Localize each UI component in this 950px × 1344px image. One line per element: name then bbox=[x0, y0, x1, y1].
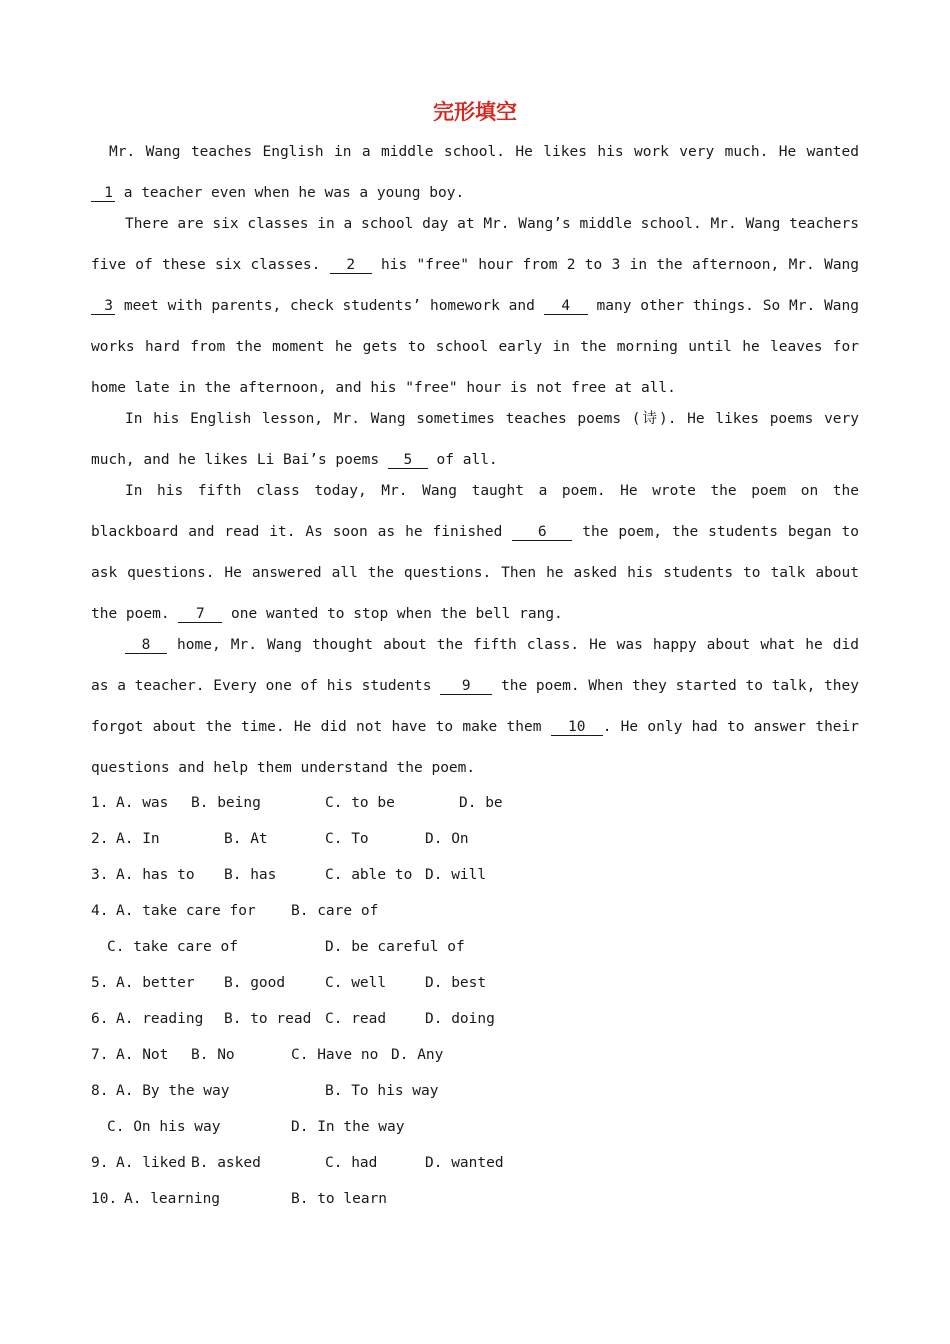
question-number: 7. bbox=[91, 1047, 109, 1063]
option-b: B. To his way bbox=[325, 1083, 439, 1099]
option-a: A. reading bbox=[116, 1011, 204, 1027]
question-number: 5. bbox=[91, 975, 109, 991]
passage-paragraph-5: 8 home, Mr. Wang thought about the fifth class. He was happy about what he did as a teacher. Every one of his students 9 the poem. When they started to talk, they forgot about the time. He did not have to make them 10 . He only had to answer their questions and help them understand the poem. bbox=[91, 637, 859, 776]
question-5 bbox=[91, 965, 859, 1001]
option-d: D. In the way bbox=[291, 1119, 405, 1135]
question-number: 8. bbox=[91, 1083, 109, 1099]
option-d: D. best bbox=[425, 975, 487, 991]
option-b: B. care of bbox=[291, 903, 379, 919]
option-c: C. had bbox=[325, 1155, 378, 1171]
cloze-passage bbox=[91, 132, 859, 789]
passage-paragraph-4: In his fifth class today, Mr. Wang taught a poem. He wrote the poem on the blackboard and read it. As soon as he finished 6 the poem, the students began to ask questions. He answered all the questions. Then he asked his students to talk about the poem. 7 one wanted to stop when the bell rang. bbox=[91, 483, 859, 622]
question-6 bbox=[91, 1001, 859, 1037]
question-number: 6. bbox=[91, 1011, 109, 1027]
question-7 bbox=[91, 1037, 859, 1073]
option-d: D. Any bbox=[391, 1047, 444, 1063]
option-c: C. well bbox=[325, 975, 387, 991]
blank-9: 9 bbox=[440, 678, 492, 695]
blank-1: 1 bbox=[91, 185, 115, 202]
question-number: 2. bbox=[91, 831, 109, 847]
passage-paragraph-1: Mr. Wang teaches English in a middle school. He likes his work very much. He wanted 1 a teacher even when he was a young boy. bbox=[91, 132, 859, 214]
question-8-continued bbox=[91, 1109, 859, 1145]
document-page bbox=[91, 96, 859, 1217]
option-b: B. being bbox=[191, 795, 261, 811]
blank-8: 8 bbox=[125, 637, 167, 654]
option-d: D. be bbox=[459, 795, 503, 811]
option-a: A. liked bbox=[116, 1155, 186, 1171]
option-c: C. read bbox=[325, 1011, 387, 1027]
option-a: A. Not bbox=[116, 1047, 169, 1063]
question-number: 3. bbox=[91, 867, 109, 883]
option-a: A. better bbox=[116, 975, 195, 991]
option-b: B. At bbox=[224, 831, 268, 847]
option-b: B. to learn bbox=[291, 1191, 388, 1207]
question-3 bbox=[91, 857, 859, 893]
passage-paragraph-2: There are six classes in a school day at Mr. Wang’s middle school. Mr. Wang teachers five of these six classes. 2 his "free" hour from 2 to 3 in the afternoon, Mr. Wang 3 meet with parents, check students’ homework and 4 many other things. So Mr. Wang works hard from the moment he gets to school early in the morning until he leaves for home late in the afternoon, and his "free" hour is not free at all. bbox=[91, 216, 860, 396]
option-b: B. good bbox=[224, 975, 286, 991]
blank-5: 5 bbox=[388, 452, 428, 469]
blank-3: 3 bbox=[91, 298, 115, 315]
question-number: 10. bbox=[91, 1191, 118, 1207]
option-d: D. be careful of bbox=[325, 939, 465, 955]
blank-2: 2 bbox=[330, 257, 372, 274]
question-list bbox=[91, 785, 859, 1217]
option-b: B. asked bbox=[191, 1155, 261, 1171]
option-c: C. to be bbox=[325, 795, 395, 811]
option-a: A. By the way bbox=[116, 1083, 230, 1099]
option-c: C. take care of bbox=[107, 939, 238, 955]
option-c: C. Have no bbox=[291, 1047, 379, 1063]
question-number: 9. bbox=[91, 1155, 109, 1171]
option-a: A. learning bbox=[124, 1191, 221, 1207]
option-c: C. On his way bbox=[107, 1119, 221, 1135]
option-d: D. wanted bbox=[425, 1155, 504, 1171]
question-4-continued bbox=[91, 929, 859, 965]
passage-paragraph-3: In his English lesson, Mr. Wang sometimes teaches poems (诗). He likes poems very much, and he likes Li Bai’s poems 5 of all. bbox=[91, 411, 859, 468]
page-title: 完形填空 bbox=[433, 100, 517, 124]
question-number: 1. bbox=[91, 795, 109, 811]
option-c: C. To bbox=[325, 831, 369, 847]
blank-10: 10 bbox=[551, 719, 603, 736]
option-d: D. On bbox=[425, 831, 469, 847]
option-c: C. able to bbox=[325, 867, 413, 883]
blank-6: 6 bbox=[512, 524, 572, 541]
blank-4: 4 bbox=[544, 298, 588, 315]
option-a: A. take care for bbox=[116, 903, 256, 919]
option-b: B. No bbox=[191, 1047, 235, 1063]
question-8 bbox=[91, 1073, 859, 1109]
option-a: A. In bbox=[116, 831, 160, 847]
option-d: D. will bbox=[425, 867, 487, 883]
question-9 bbox=[91, 1145, 859, 1181]
question-4 bbox=[91, 893, 859, 929]
question-10 bbox=[91, 1181, 859, 1217]
option-a: A. has to bbox=[116, 867, 195, 883]
question-1 bbox=[91, 785, 859, 821]
option-b: B. has bbox=[224, 867, 277, 883]
option-d: D. doing bbox=[425, 1011, 495, 1027]
option-b: B. to read bbox=[224, 1011, 312, 1027]
question-number: 4. bbox=[91, 903, 109, 919]
blank-7: 7 bbox=[178, 606, 222, 623]
question-2 bbox=[91, 821, 859, 857]
option-a: A. was bbox=[116, 795, 169, 811]
